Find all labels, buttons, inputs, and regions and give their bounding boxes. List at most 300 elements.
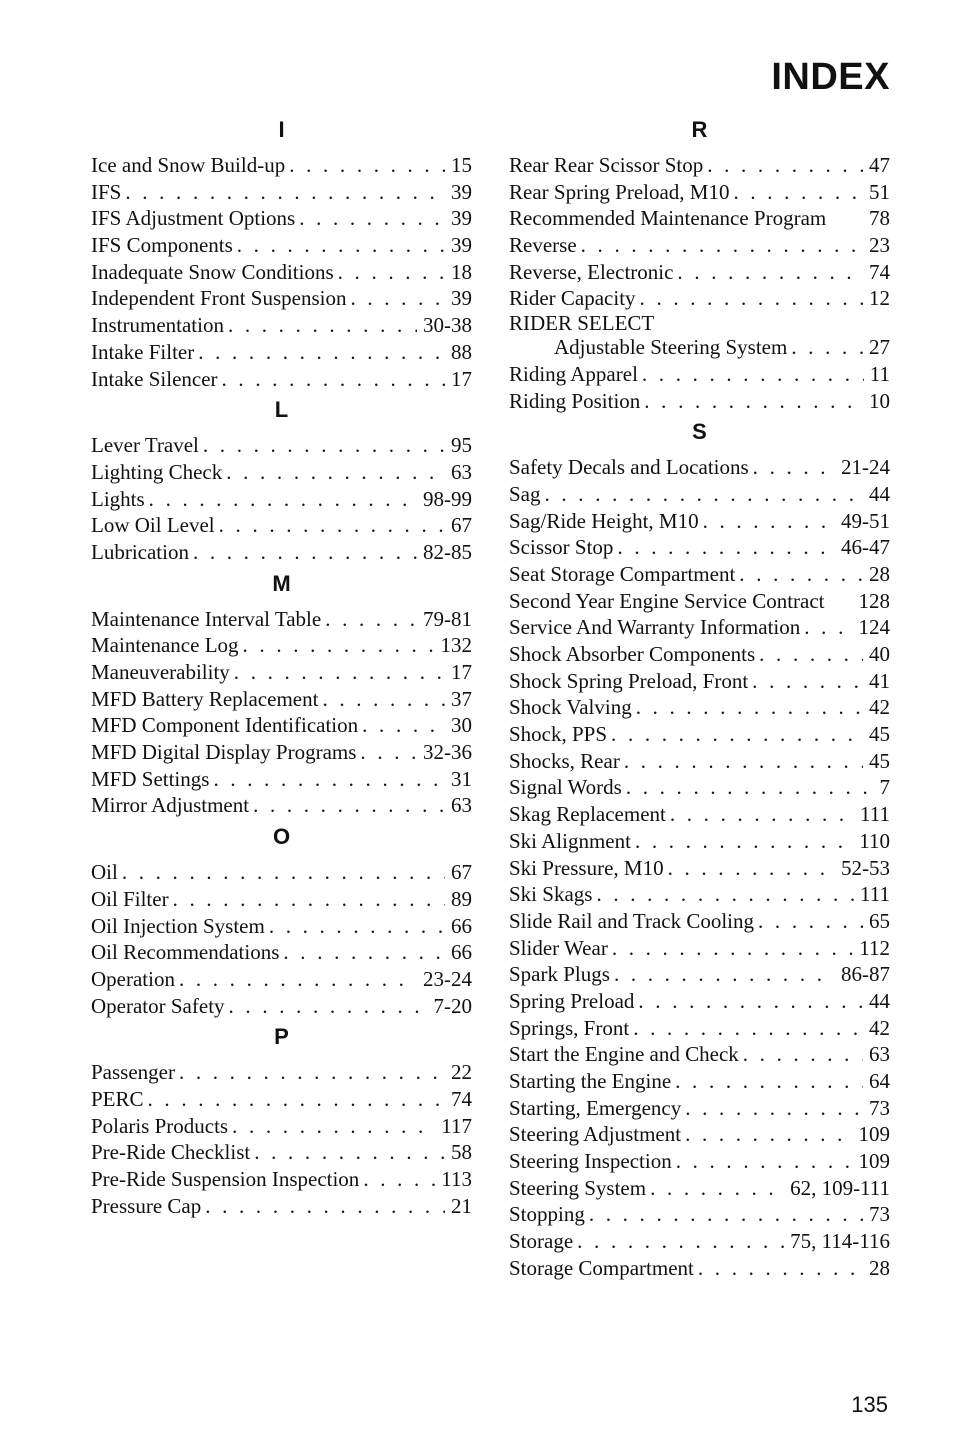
index-term: Slider Wear [509, 935, 608, 960]
index-page: 12 [869, 286, 890, 311]
index-term: Lights [91, 486, 145, 511]
index-entry [91, 766, 472, 793]
index-entry [509, 508, 890, 535]
index-entry [509, 694, 890, 721]
dot-leader [668, 855, 835, 882]
dot-leader [545, 481, 864, 508]
index-page: 113 [441, 1167, 472, 1191]
index-term: Operator Safety [91, 993, 225, 1018]
dot-leader [804, 614, 852, 641]
index-term: Sag/Ride Height, M10 [509, 508, 699, 533]
index-entry [509, 721, 890, 748]
dot-leader [149, 486, 417, 513]
dot-leader [198, 339, 445, 366]
index-column-left [91, 116, 472, 1219]
index-page: 63 [451, 793, 472, 818]
index-term: IFS Components [91, 233, 233, 258]
dot-leader [685, 1095, 863, 1122]
index-entry [509, 801, 890, 828]
index-page: 17 [451, 366, 472, 391]
index-term: MFD Battery Replacement [91, 686, 319, 711]
index-entry [509, 1015, 890, 1042]
index-page: 32-36 [423, 740, 472, 765]
index-entry [509, 774, 890, 801]
index-term: Oil Recommendations [91, 940, 280, 965]
dot-leader [269, 913, 445, 940]
index-term: MFD Digital Display Programs [91, 740, 357, 765]
index-term: Ski Skags [509, 882, 593, 907]
index-term: Steering System [509, 1175, 647, 1200]
dot-leader [791, 334, 863, 361]
index-page: 52-53 [841, 855, 890, 880]
index-page: 28 [869, 1255, 890, 1280]
index-page: 128 [858, 588, 890, 613]
index-entry [91, 632, 472, 659]
index-term: Sag [509, 481, 541, 506]
index-term: Lubrication [91, 539, 189, 564]
dot-leader [213, 766, 445, 793]
index-entry [91, 366, 472, 393]
index-entry [509, 881, 890, 908]
index-term: Seat Storage Compartment [509, 561, 736, 586]
index-term: Mirror Adjustment [91, 793, 250, 818]
dot-leader [179, 1059, 445, 1086]
dot-leader [222, 366, 445, 393]
index-page: 11 [869, 361, 890, 386]
index-entry [509, 481, 890, 508]
index-entry [509, 961, 890, 988]
index-term: Service And Warranty Information [509, 615, 801, 640]
index-term: Pre-Ride Checklist [91, 1140, 251, 1165]
index-page: 63 [451, 459, 472, 484]
dot-leader [122, 859, 445, 886]
index-term: Skag Replacement [509, 802, 666, 827]
section-letter-s: S [692, 419, 707, 445]
index-term: Operation [91, 966, 175, 991]
index-page: 46-47 [841, 535, 890, 560]
index-page: 28 [869, 561, 890, 586]
index-term: Rear Spring Preload, M10 [509, 179, 730, 204]
dot-leader [205, 1193, 445, 1220]
index-term: Low Oil Level [91, 513, 215, 538]
index-page: 10 [869, 388, 890, 413]
index-page: 132 [440, 633, 472, 658]
index-page: 7 [879, 775, 890, 800]
dot-leader [234, 659, 445, 686]
dot-leader [703, 508, 835, 535]
index-page: 73 [869, 1095, 890, 1120]
index-page: 30 [451, 713, 472, 738]
dot-leader [617, 534, 835, 561]
index-term: Passenger [91, 1060, 175, 1085]
index-entry [509, 388, 890, 415]
index-page: 37 [451, 686, 472, 711]
dot-leader [229, 993, 428, 1020]
section-letter-p: P [274, 1024, 289, 1050]
index-term: Oil [91, 860, 118, 885]
index-page: 39 [451, 179, 472, 204]
index-entry [509, 1228, 890, 1255]
index-page: 95 [451, 433, 472, 458]
index-entry [509, 1068, 890, 1095]
dot-leader [228, 312, 417, 339]
index-page: 49-51 [841, 508, 890, 533]
index-page: 47 [869, 153, 890, 177]
index-entry [509, 1148, 890, 1175]
index-term: Storage Compartment [509, 1255, 694, 1280]
index-entry [91, 1139, 472, 1166]
index-term: Shock Valving [509, 695, 632, 720]
index-term: Second Year Engine Service Contract [509, 588, 825, 613]
index-entry [509, 259, 890, 286]
index-term: RIDER SELECT [509, 311, 655, 336]
index-entry [91, 1193, 472, 1220]
index-page: 98-99 [423, 486, 472, 511]
index-page: 86-87 [841, 962, 890, 987]
dot-leader [589, 1201, 863, 1228]
index-term: Start the Engine and Check [509, 1042, 739, 1067]
index-page: 62, 109-111 [790, 1175, 890, 1200]
index-entry [91, 1059, 472, 1086]
dot-leader [707, 152, 863, 179]
index-term: Reverse, Electronic [509, 259, 674, 284]
section-letter-l: L [274, 397, 289, 423]
index-term: Shock Spring Preload, Front [509, 668, 749, 693]
index-entry [509, 1041, 890, 1068]
index-term: Inadequate Snow Conditions [91, 259, 334, 284]
dot-leader [758, 908, 863, 935]
index-page: 41 [869, 668, 890, 693]
index-page: 89 [451, 886, 472, 911]
index-page: 42 [869, 695, 890, 720]
dot-leader [253, 792, 445, 819]
index-entry [509, 561, 890, 588]
index-page: 88 [451, 339, 472, 364]
index-page: 23-24 [423, 966, 472, 991]
dot-leader [577, 1228, 784, 1255]
index-entry [509, 361, 890, 388]
index-entry [509, 748, 890, 775]
index-entry [509, 668, 890, 695]
index-term: Shocks, Rear [509, 748, 620, 773]
index-page: 124 [858, 615, 890, 640]
index-term: Lever Travel [91, 433, 199, 458]
index-entry [509, 614, 890, 641]
index-entry [509, 454, 890, 481]
index-term: Maintenance Log [91, 633, 239, 658]
index-entry [91, 1166, 472, 1193]
index-page: 27 [869, 335, 890, 360]
dot-leader [325, 606, 417, 633]
index-term: Safety Decals and Locations [509, 455, 749, 480]
dot-leader [626, 774, 874, 801]
section-letter-m: M [272, 570, 291, 596]
index-entry [509, 588, 890, 615]
index-entry [91, 686, 472, 713]
index-entry [509, 285, 890, 312]
dot-leader [243, 632, 435, 659]
index-entry [91, 1086, 472, 1113]
dot-leader [237, 232, 445, 259]
index-term: Ski Alignment [509, 828, 631, 853]
index-entry [91, 459, 472, 486]
index-term: Shock, PPS [509, 722, 608, 747]
index-page: 111 [860, 802, 890, 827]
index-term: Intake Silencer [91, 366, 218, 391]
dot-leader [350, 285, 445, 312]
index-page: 45 [869, 748, 890, 773]
dot-leader [670, 801, 854, 828]
index-page: 21-24 [841, 455, 890, 480]
dot-leader [633, 1015, 863, 1042]
dot-leader [759, 641, 863, 668]
dot-leader [283, 939, 445, 966]
index-entry [509, 152, 890, 179]
index-entry [509, 1175, 890, 1202]
index-term: MFD Component Identification [91, 713, 359, 738]
index-entry [91, 712, 472, 739]
dot-leader [193, 539, 417, 566]
index-entry [91, 606, 472, 633]
dot-leader [612, 935, 853, 962]
index-entry [91, 259, 472, 286]
index-term: Independent Front Suspension [91, 286, 347, 311]
dot-leader [219, 512, 445, 539]
index-entry [509, 232, 890, 259]
index-page: 117 [441, 1113, 472, 1138]
index-page: 111 [860, 882, 890, 907]
index-term: Oil Injection System [91, 913, 265, 938]
index-page: 39 [451, 233, 472, 258]
index-term: Rider Capacity [509, 286, 636, 311]
index-term: Spark Plugs [509, 962, 610, 987]
index-entry [91, 232, 472, 259]
dot-leader [179, 966, 417, 993]
index-page: 66 [451, 913, 472, 938]
index-term: Spring Preload [509, 988, 635, 1013]
index-entry [91, 993, 472, 1020]
dot-leader [635, 828, 853, 855]
section-letter-o: O [272, 824, 291, 850]
index-page: 30-38 [423, 313, 472, 338]
index-entry [509, 179, 890, 206]
index-term: IFS [91, 179, 122, 204]
index-entry [91, 966, 472, 993]
index-term: Signal Words [509, 775, 622, 800]
index-page: 42 [869, 1015, 890, 1040]
index-entry [91, 1113, 472, 1140]
section-letter-i: I [278, 117, 285, 142]
dot-leader [581, 232, 863, 259]
index-entry [509, 908, 890, 935]
dot-leader [644, 388, 863, 415]
index-term: Springs, Front [509, 1015, 630, 1040]
index-entry [91, 792, 472, 819]
index-page: 51 [869, 179, 890, 204]
dot-leader [753, 454, 835, 481]
dot-leader [363, 1166, 435, 1193]
index-term: Pre-Ride Suspension Inspection [91, 1167, 360, 1191]
index-term: Oil Filter [91, 886, 169, 911]
index-page: 44 [869, 481, 890, 506]
index-term: Pressure Cap [91, 1193, 202, 1218]
index-page: 40 [869, 642, 890, 666]
index-entry [509, 534, 890, 561]
index-term: Recommended Maintenance Program [509, 206, 827, 231]
index-term: Scissor Stop [509, 535, 614, 560]
index-term: MFD Settings [91, 766, 210, 791]
index-term: Steering Adjustment [509, 1122, 682, 1147]
index-page: 64 [869, 1069, 890, 1093]
page-number: 135 [851, 1392, 888, 1417]
index-page: 44 [869, 988, 890, 1013]
index-page: 15 [451, 153, 472, 177]
index-term: Instrumentation [91, 313, 224, 338]
index-entry [91, 512, 472, 539]
index-page: 31 [451, 766, 472, 791]
index-page: 74 [869, 259, 890, 284]
index-term: Shock Absorber Components [509, 642, 756, 666]
index-term: Maneuverability [91, 660, 230, 684]
dot-leader [642, 361, 864, 388]
dot-leader [360, 739, 417, 766]
index-term: Starting the Engine [509, 1069, 672, 1093]
index-entry [91, 152, 472, 179]
dot-leader [362, 712, 445, 739]
page-title: INDEX [771, 56, 890, 98]
index-page: 7-20 [433, 993, 472, 1018]
dot-leader [636, 694, 863, 721]
index-page: 22 [451, 1060, 472, 1085]
dot-leader [698, 1255, 863, 1282]
index-page: 82-85 [423, 539, 472, 564]
index-page: 65 [869, 908, 890, 933]
dot-leader [739, 561, 863, 588]
dot-leader [650, 1175, 784, 1202]
dot-leader [752, 668, 863, 695]
index-entry [91, 913, 472, 940]
index-entry [91, 179, 472, 206]
index-page: 112 [859, 935, 890, 960]
index-term: Polaris Products [91, 1113, 229, 1138]
index-entry [91, 939, 472, 966]
index-column-right [509, 116, 890, 1282]
dot-leader [733, 179, 863, 206]
index-page: 21 [451, 1193, 472, 1218]
dot-leader [299, 205, 445, 232]
index-entry [91, 739, 472, 766]
index-page: 109 [858, 1149, 890, 1174]
index-entry [91, 205, 472, 232]
dot-leader [289, 152, 445, 179]
index-entry [509, 828, 890, 855]
index-page: 67 [451, 860, 472, 885]
index-page: 67 [451, 513, 472, 538]
index-entry [91, 486, 472, 513]
index-term: Ice and Snow Build-up [91, 153, 286, 177]
index-entry [509, 1121, 890, 1148]
dot-leader [173, 886, 445, 913]
index-page: 39 [451, 286, 472, 311]
dot-leader [596, 881, 854, 908]
index-entry [509, 855, 890, 882]
index-entry [91, 539, 472, 566]
index-term: Ski Pressure, M10 [509, 855, 664, 880]
dot-leader [743, 1041, 863, 1068]
dot-leader [226, 459, 445, 486]
index-entry [91, 432, 472, 459]
index-entry [509, 935, 890, 962]
index-term: PERC [91, 1086, 144, 1111]
index-entry [509, 205, 890, 232]
dot-leader [254, 1139, 445, 1166]
index-page: 23 [869, 233, 890, 258]
section-letter-r: R [691, 117, 708, 142]
index-entry [91, 886, 472, 913]
dot-leader [338, 259, 445, 286]
index-term: IFS Adjustment Options [91, 206, 296, 231]
index-subterm: Adjustable Steering System [554, 335, 788, 360]
index-entry [509, 1255, 890, 1282]
index-term: Riding Apparel [509, 361, 638, 386]
index-page: 58 [451, 1140, 472, 1165]
index-term: Stopping [509, 1202, 585, 1227]
index-term: Maintenance Interval Table [91, 606, 322, 631]
dot-leader [614, 961, 835, 988]
index-entry [91, 859, 472, 886]
index-page: 74 [451, 1086, 472, 1111]
index-entry [509, 988, 890, 1015]
dot-leader [611, 721, 863, 748]
index-page: 63 [869, 1042, 890, 1067]
index-page: 73 [869, 1202, 890, 1227]
index-page: 75, 114-116 [790, 1229, 890, 1254]
index-term: Storage [509, 1229, 574, 1254]
dot-leader [148, 1086, 445, 1113]
index-term: Lighting Check [91, 459, 223, 484]
index-page: 110 [859, 828, 890, 853]
dot-leader [677, 259, 863, 286]
index-page: 17 [451, 660, 472, 684]
index-page: 45 [869, 722, 890, 747]
index-page: 66 [451, 940, 472, 965]
index-entry [91, 285, 472, 312]
dot-leader [624, 748, 863, 775]
dot-leader [203, 432, 445, 459]
dot-leader [638, 988, 863, 1015]
index-term: Riding Position [509, 388, 641, 413]
dot-leader [685, 1121, 852, 1148]
index-term: Slide Rail and Track Cooling [509, 908, 755, 933]
dot-leader [676, 1148, 853, 1175]
index-term: Steering Inspection [509, 1149, 672, 1174]
index-page: 78 [869, 206, 890, 231]
index-page: 109 [858, 1122, 890, 1147]
dot-leader [322, 686, 445, 713]
index-term: Starting, Emergency [509, 1095, 682, 1120]
index-entry [91, 312, 472, 339]
index-term: Intake Filter [91, 339, 195, 364]
index-entry [509, 641, 890, 668]
index-term: Reverse [509, 233, 577, 258]
index-entry [91, 339, 472, 366]
dot-leader [675, 1068, 863, 1095]
index-page: 18 [451, 259, 472, 284]
index-entry [509, 1201, 890, 1228]
index-page: 79-81 [423, 606, 472, 631]
dot-leader [232, 1113, 435, 1140]
dot-leader [640, 285, 863, 312]
